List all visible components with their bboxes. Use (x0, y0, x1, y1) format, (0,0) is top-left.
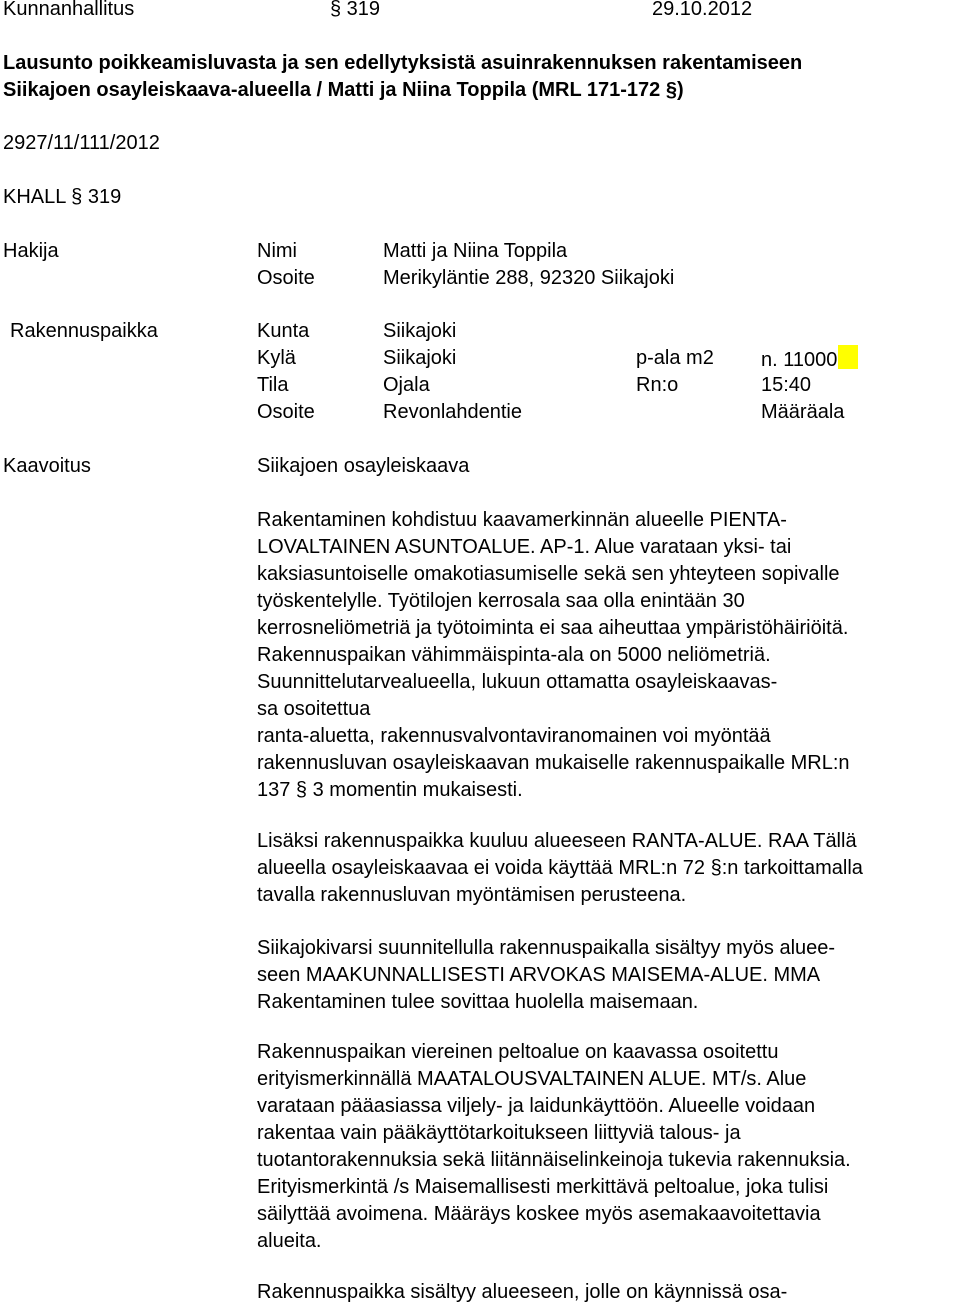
estate-value: Ojala (383, 374, 430, 396)
paragraph-line: Rakentaminen tulee sovittaa huolella maisemaan. (257, 991, 699, 1013)
applicant-name-label: Nimi (257, 240, 297, 262)
village-label: Kylä (257, 347, 296, 369)
paragraph-line: 137 § 3 momentin mukaisesti. (257, 779, 523, 801)
zoning-plan-name: Siikajoen osayleiskaava (257, 455, 470, 477)
paragraph-line: tuotantorakennuksia sekä liitännäiselinkeinoja tukevia rakennuksia. (257, 1149, 851, 1171)
estate-label: Tila (257, 374, 289, 396)
header-date: 29.10.2012 (652, 0, 753, 20)
paragraph-line: säilyttää avoimena. Määräys koskee myös asemakaavoitettavia (257, 1203, 821, 1225)
applicant-address-value: Merikyläntie 288, 92320 Siikajoki (383, 267, 675, 289)
header-organ: Kunnanhallitus (3, 0, 135, 20)
paragraph-line: Rakennuspaikan vähimmäispinta-ala on 5000 neliömetriä. (257, 644, 771, 666)
parcel-type: Määräala (761, 401, 845, 423)
paragraph-line: erityismerkinnällä MAATALOUSVALTAINEN ALUE. MT/s. Alue (257, 1068, 807, 1090)
paragraph-line: työskentelylle. Työtilojen kerrosala saa olla enintään 30 (257, 590, 745, 612)
paragraph-line: Rakennuspaikka sisältyy alueeseen, jolle on käynnissä osa- (257, 1281, 788, 1303)
municipality-value: Siikajoki (383, 320, 457, 342)
paragraph-line: rakennusluvan osayleiskaavan mukaiselle rakennuspaikalle MRL:n (257, 752, 850, 774)
site-address-label: Osoite (257, 401, 315, 423)
register-number-value: 15:40 (761, 374, 812, 396)
applicant-name-value: Matti ja Niina Toppila (383, 240, 568, 262)
khall-section: KHALL § 319 (3, 186, 122, 208)
zoning-paragraph-1 (257, 507, 960, 804)
paragraph-line: Suunnittelutarvealueella, lukuun ottamatta osayleiskaavas- (257, 671, 778, 693)
paragraph-line: kerrosneliömetriä ja työtoiminta ei saa aiheuttaa ympäristöhäiriöitä. (257, 617, 849, 639)
paragraph-line: Siikajokivarsi suunnitellulla rakennuspaikalla sisältyy myös aluee- (257, 937, 836, 959)
document-title-line2: Siikajoen osayleiskaava-alueella / Matti ja Niina Toppila (MRL 171-172 §) (3, 79, 684, 101)
paragraph-line: Rakentaminen kohdistuu kaavamerkinnän alueelle PIENTA- (257, 509, 787, 531)
zoning-paragraph-2 (257, 828, 960, 909)
paragraph-line: seen MAAKUNNALLISESTI ARVOKAS MAISEMA-ALUE. MMA (257, 964, 821, 986)
paragraph-line: Lisäksi rakennuspaikka kuuluu alueeseen RANTA-ALUE. RAA Tällä (257, 830, 857, 852)
paragraph-line: Erityismerkintä /s Maisemallisesti merkittävä peltoalue, joka tulisi (257, 1176, 829, 1198)
zoning-paragraph-4 (257, 1039, 960, 1255)
highlight-mark (838, 345, 858, 369)
paragraph-line: rakentaa vain pääkäyttötarkoitukseen liittyviä talous- ja (257, 1122, 741, 1144)
building-site-heading: Rakennuspaikka (10, 320, 158, 342)
paragraph-line: tavalla rakennusluvan myöntämisen perusteena. (257, 884, 687, 906)
paragraph-line: LOVALTAINEN ASUNTOALUE. AP-1. Alue varataan yksi- tai (257, 536, 792, 558)
reference-number: 2927/11/111/2012 (3, 132, 160, 154)
zoning-heading: Kaavoitus (3, 455, 91, 477)
zoning-paragraph-3 (257, 935, 960, 1016)
paragraph-line: varataan pääasiassa viljely- ja laidunkäyttöön. Alueelle voidaan (257, 1095, 816, 1117)
applicant-heading: Hakija (3, 240, 59, 262)
village-value: Siikajoki (383, 347, 457, 369)
paragraph-line: alueella osayleiskaavaa ei voida käyttää MRL:n 72 §:n tarkoittamalla (257, 857, 863, 879)
site-address-value: Revonlahdentie (383, 401, 522, 423)
register-number-label: Rn:o (636, 374, 679, 396)
paragraph-line: ranta-aluetta, rakennusvalvontaviranomainen voi myöntää (257, 725, 771, 747)
area-label: p-ala m2 (636, 347, 714, 369)
paragraph-line: alueita. (257, 1230, 322, 1252)
paragraph-line: sa osoitettua (257, 698, 371, 720)
applicant-address-label: Osoite (257, 267, 315, 289)
zoning-paragraph-5 (257, 1279, 960, 1306)
paragraph-line: Rakennuspaikan viereinen peltoalue on kaavassa osoitettu (257, 1041, 779, 1063)
area-value-wrap (761, 345, 858, 374)
header-section: § 319 (330, 0, 381, 20)
area-value: n. 11000 (761, 349, 838, 371)
document-title-line1: Lausunto poikkeamisluvasta ja sen edellytyksistä asuinrakennuksen rakentamiseen (3, 52, 803, 74)
municipality-label: Kunta (257, 320, 310, 342)
paragraph-line: kaksiasuntoiselle omakotiasumiselle sekä sen yhteyteen sopivalle (257, 563, 840, 585)
